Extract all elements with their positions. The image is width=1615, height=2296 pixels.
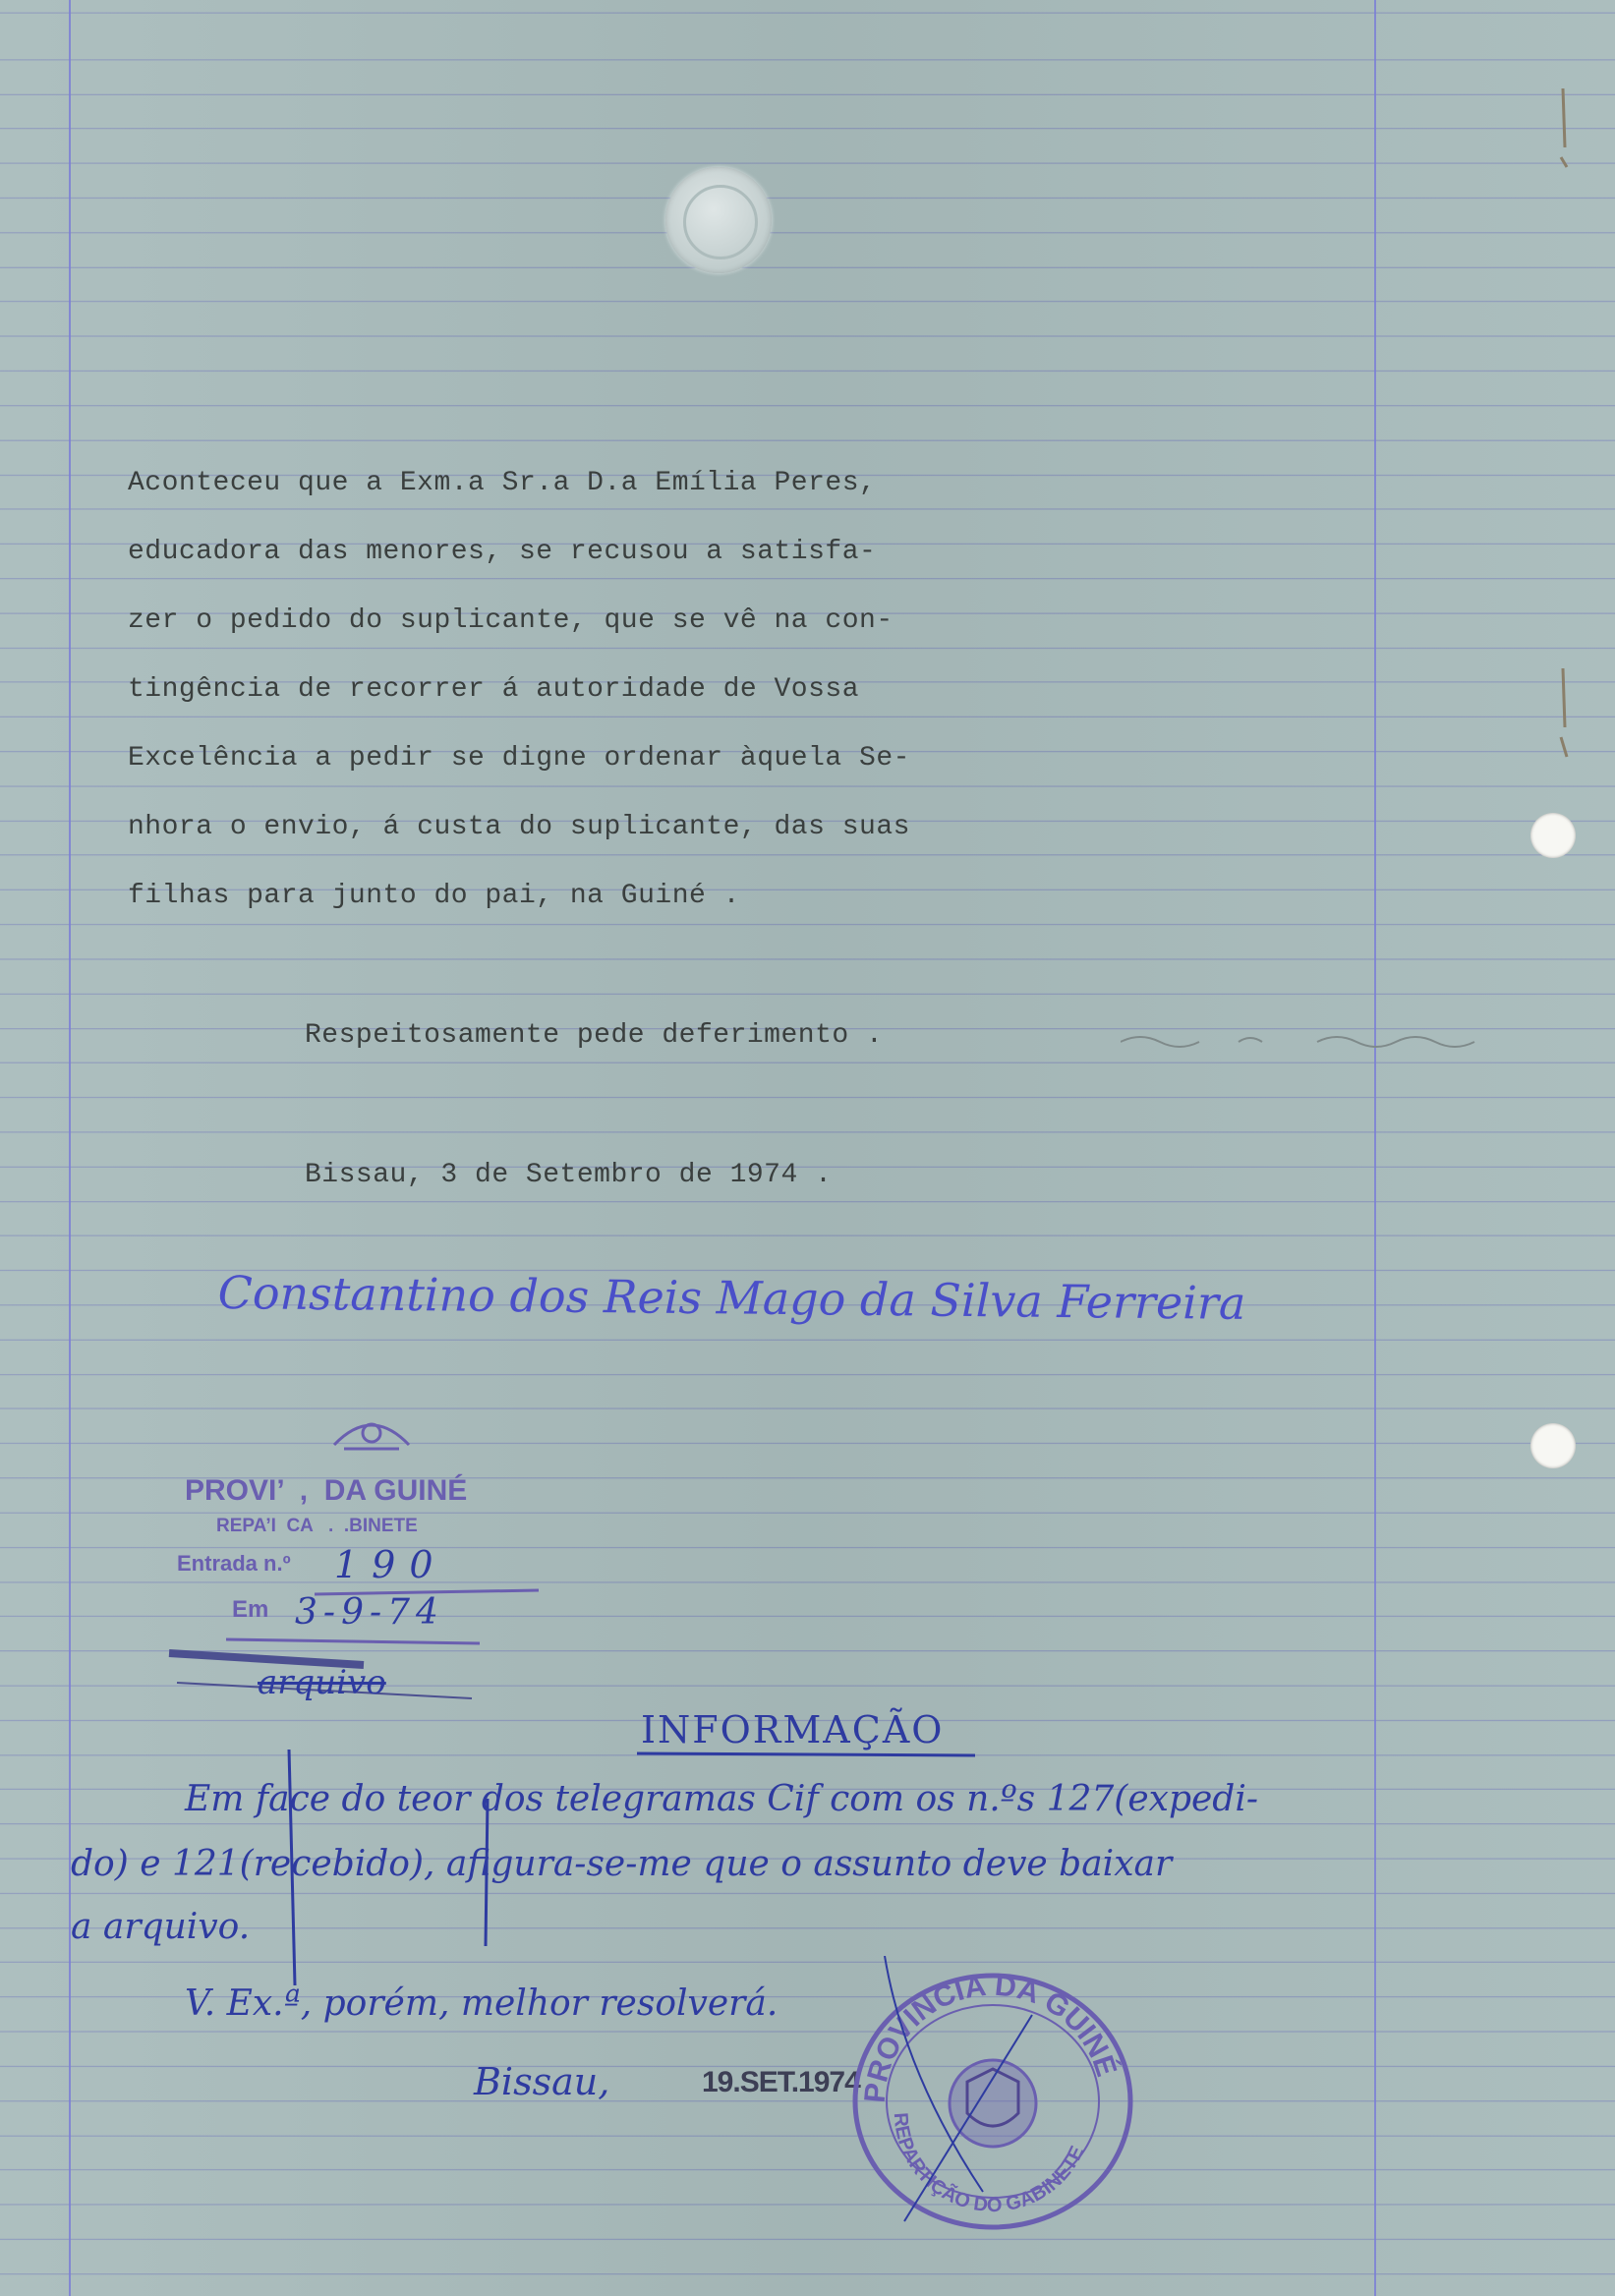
informacao-place: Bissau, [474,2060,610,2103]
left-margin-line [69,0,71,2296]
letter-line: Excelência a pedir se digne ordenar àquela Se- [128,743,910,774]
round-stamp-top-text: PROVÍNCIA DA GUINÉ [858,1969,1124,2104]
informacao-line: Em face do teor dos telegramas Cif com os n.ºs 127(expedi- [185,1779,1259,1819]
date-stamp: 19.SET.1974 [702,2066,860,2098]
entry-stamp-line-1: PROVI’ , DA GUINÉ [185,1474,468,1507]
closing-line: Respeitosamente pede deferimento . [305,1020,884,1051]
embossed-seal [665,167,772,273]
round-stamp [845,1956,1140,2231]
letter-line: Aconteceu que a Exm.a Sr.a D.a Emília Peres, [128,468,877,498]
place-date-line: Bissau, 3 de Setembro de 1974 . [305,1160,833,1190]
letter-line: filhas para junto do pai, na Guiné . [128,881,740,911]
letter-line: tingência de recorrer á autoridade de Vossa [128,674,860,705]
entry-number-value: 190 [334,1543,447,1586]
letter-line: nhora o envio, á custa do suplicante, das suas [128,812,910,842]
punch-hole-top [1530,813,1576,858]
informacao-line: a arquivo. [71,1907,251,1947]
entry-number-label: Entrada n.º [177,1551,291,1576]
punch-hole-bottom [1530,1423,1576,1468]
margin-pencil-marks [1543,79,1583,786]
typed-letter-body [0,0,910,1190]
informacao-heading-underline [635,1748,979,1761]
stamp-crest-icon [324,1406,419,1461]
informacao-line: V. Ex.ª, porém, melhor resolverá. [185,1983,779,2024]
entry-date-value: 3-9-74 [295,1592,444,1633]
right-margin-line [1374,0,1376,2296]
entry-date-label: Em [232,1596,269,1623]
letter-line: educadora das menores, se recusou a satisfa- [128,537,877,567]
handwritten-signature: Constantino dos Reis Mago da Silva Ferreira [217,1266,1246,1330]
pencil-scribble [1121,1022,1514,1062]
informacao-heading: INFORMAÇÃO [641,1708,945,1751]
entry-handwritten-word: arquivo [258,1663,386,1702]
informacao-line: do) e 121(recebido), afigura-se-me que o assunto deve baixar [71,1844,1173,1884]
entry-stamp-line-2: REPA’I CA . .BINETE [216,1516,418,1536]
round-stamp-bottom-text: REPARTIÇÃO DO GABINETE [889,2111,1089,2217]
letter-line: zer o pedido do suplicante, que se vê na con- [128,605,894,636]
